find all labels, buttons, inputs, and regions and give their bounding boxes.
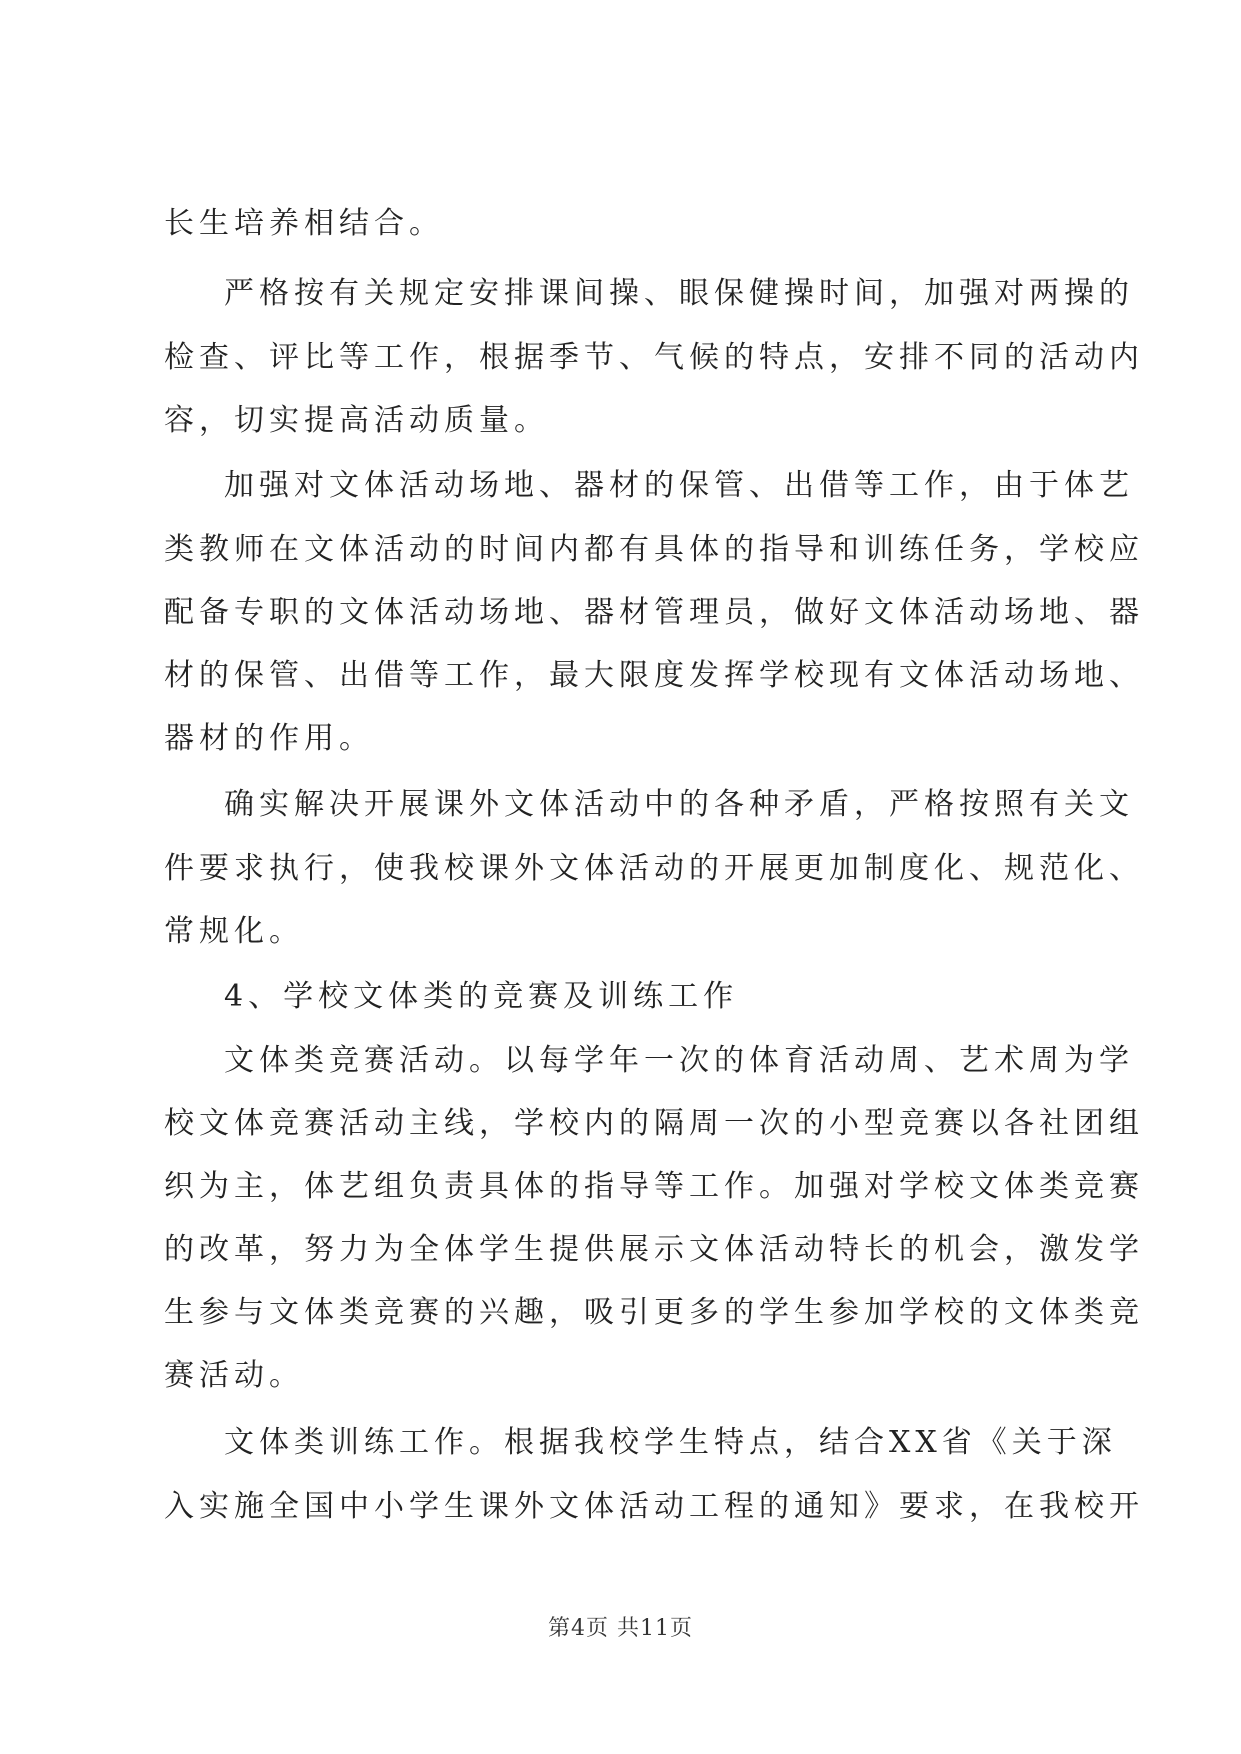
text-line: 类教师在文体活动的时间内都有具体的指导和训练任务，学校应 [164,532,1144,567]
text-line: 文体类训练工作。根据我校学生特点，结合XX省《关于深 [224,1425,1117,1460]
text-line: 加强对文体活动场地、器材的保管、出借等工作，由于体艺 [224,468,1134,503]
section-heading: 4、学校文体类的竞赛及训练工作 [224,979,739,1014]
text-line: 织为主，体艺组负责具体的指导等工作。加强对学校文体类竞赛 [164,1169,1144,1204]
page-footer: 第4页 共11页 [548,1616,693,1641]
text-line: 材的保管、出借等工作，最大限度发挥学校现有文体活动场地、 [164,658,1144,693]
text-line: 文体类竞赛活动。以每学年一次的体育活动周、艺术周为学 [224,1043,1134,1078]
text-line: 件要求执行，使我校课外文体活动的开展更加制度化、规范化、 [164,851,1144,886]
text-line: 容，切实提高活动质量。 [164,403,549,438]
text-line: 常规化。 [164,914,304,949]
text-line: 赛活动。 [164,1358,304,1393]
text-line: 器材的作用。 [164,721,374,756]
text-line: 长生培养相结合。 [164,206,444,241]
text-line: 校文体竞赛活动主线，学校内的隔周一次的小型竞赛以各社团组 [164,1106,1144,1141]
text-line: 确实解决开展课外文体活动中的各种矛盾，严格按照有关文 [224,787,1134,822]
text-line: 生参与文体类竞赛的兴趣，吸引更多的学生参加学校的文体类竞 [164,1295,1144,1330]
text-line: 配备专职的文体活动场地、器材管理员，做好文体活动场地、器 [164,595,1144,630]
text-line: 入实施全国中小学生课外文体活动工程的通知》要求，在我校开 [164,1489,1144,1524]
text-line: 的改革，努力为全体学生提供展示文体活动特长的机会，激发学 [164,1232,1144,1267]
text-line: 严格按有关规定安排课间操、眼保健操时间，加强对两操的 [224,276,1134,311]
text-line: 检查、评比等工作，根据季节、气候的特点，安排不同的活动内 [164,340,1144,375]
